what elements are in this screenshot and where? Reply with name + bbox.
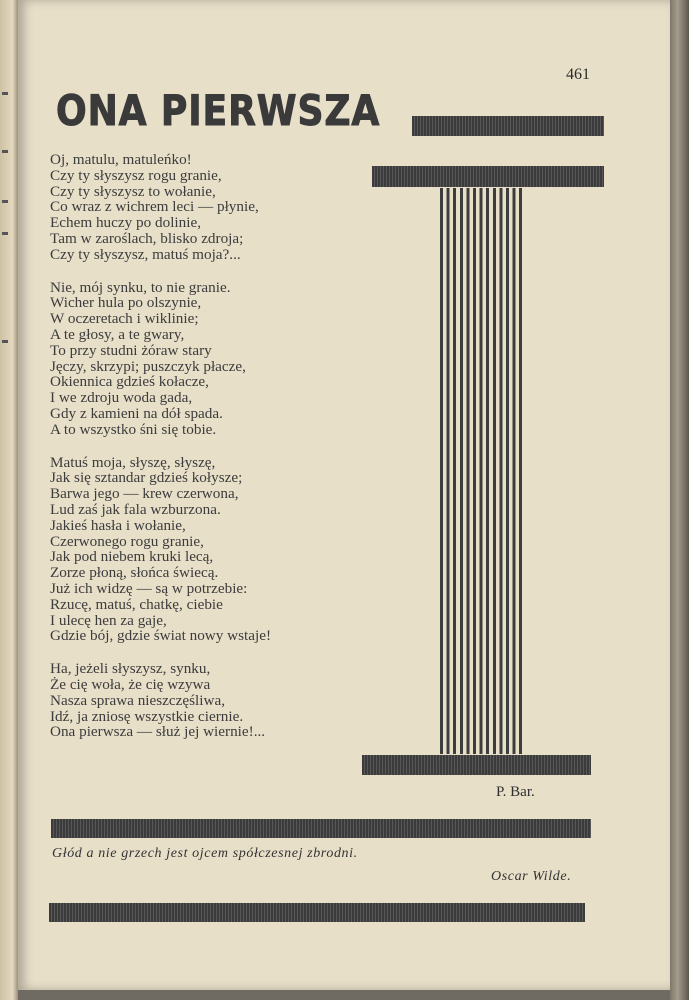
poem-line: Czy ty słyszysz rogu granie, [50,166,222,184]
poem-line: Nie, mój synku, to nie granie. [50,278,231,296]
stanza [50,455,380,645]
poem-line: Oj, matulu, matuleńko! [50,151,192,168]
poem-line: Jęczy, skrzypi; puszczyk płacze, [50,357,246,375]
title-rule [412,116,604,136]
poem-line: Ona pierwsza — służ jej wiernie!... [50,723,266,741]
poem-line: Barwa jego — krew czerwona, [50,485,239,503]
column-base [362,755,591,775]
quote-rule-bottom [49,903,585,922]
poem-line: I we zdroju woda gada, [50,389,193,407]
poem-line: Czy ty słyszysz to wołanie, [50,182,216,200]
stanza [50,661,380,740]
poem-line: Już ich widzę — są w potrzebie: [50,579,248,597]
poem-line: Gdy z kamieni na dół spada. [50,404,223,422]
column-shaft [440,188,524,754]
poem-line: Wicher hula po olszynie, [50,294,202,312]
poem-line: To przy studni żóraw stary [50,341,212,359]
poem-line: Ha, jeżeli słyszysz, synku, [50,660,211,678]
facing-page-text-fragment [2,340,8,343]
facing-page-text-fragment [2,232,8,235]
poem-line: Czerwonego rogu granie, [50,532,204,550]
poem-line: A te głosy, a te gwary, [50,325,185,343]
poem-line: Echem huczy po dolinie, [50,214,201,232]
poem-line: Idź, ja zniosę wszystkie ciernie. [50,707,244,725]
stanza [50,152,380,263]
book-edge [670,0,689,1000]
poem-line: Lud zaś jak fala wzburzona. [50,500,221,518]
poem-line: Nasza sprawa nieszczęśliwa, [50,691,225,709]
column-capital [372,166,604,187]
poem-line: Gdzie bój, gdzie świat nowy wstaje! [50,627,272,645]
poem-line: Że cię woła, że cię wzywa [50,675,211,693]
poem-line: Jakieś hasła i wołanie, [50,516,186,534]
quote-rule-top [51,819,591,838]
poem-line: Jak pod niebem kruki lecą, [50,548,214,566]
book-page [18,0,670,990]
poem-line: Tam w zaroślach, blisko zdroja; [50,229,244,247]
page-number: 461 [566,66,590,83]
stanza [50,280,380,438]
poem-line: Zorze płoną, słońca świecą. [50,564,219,582]
poem-author: P. Bar. [496,784,535,800]
poem-line: Rzucę, matuś, chatkę, ciebie [50,595,223,613]
facing-page-text-fragment [2,200,8,203]
poem-line: Okiennica gdzieś kołacze, [50,373,209,391]
poem-line: W oczeretach i wiklinie; [50,310,199,328]
quote-author: Oscar Wilde. [491,869,572,884]
poem-text [50,152,380,757]
quote-text: Głód a nie grzech jest ojcem spółczesnej zbrodni. [52,846,358,861]
poem-title: ONA PIERWSZA [56,86,381,135]
poem-line: Jak się sztandar gdzieś kołysze; [50,469,243,487]
poem-line: Czy ty słyszysz, matuś moja?... [50,245,241,263]
facing-page-text-fragment [2,150,8,153]
facing-page-edge [0,0,18,1000]
facing-page-text-fragment [2,92,8,95]
poem-line: A to wszystko śni się tobie. [50,420,217,438]
poem-line: I ulecę hen za gaje, [50,611,167,629]
poem-line: Co wraz z wichrem leci — płynie, [50,198,259,216]
poem-line: Matuś moja, słyszę, słyszę, [50,453,216,471]
